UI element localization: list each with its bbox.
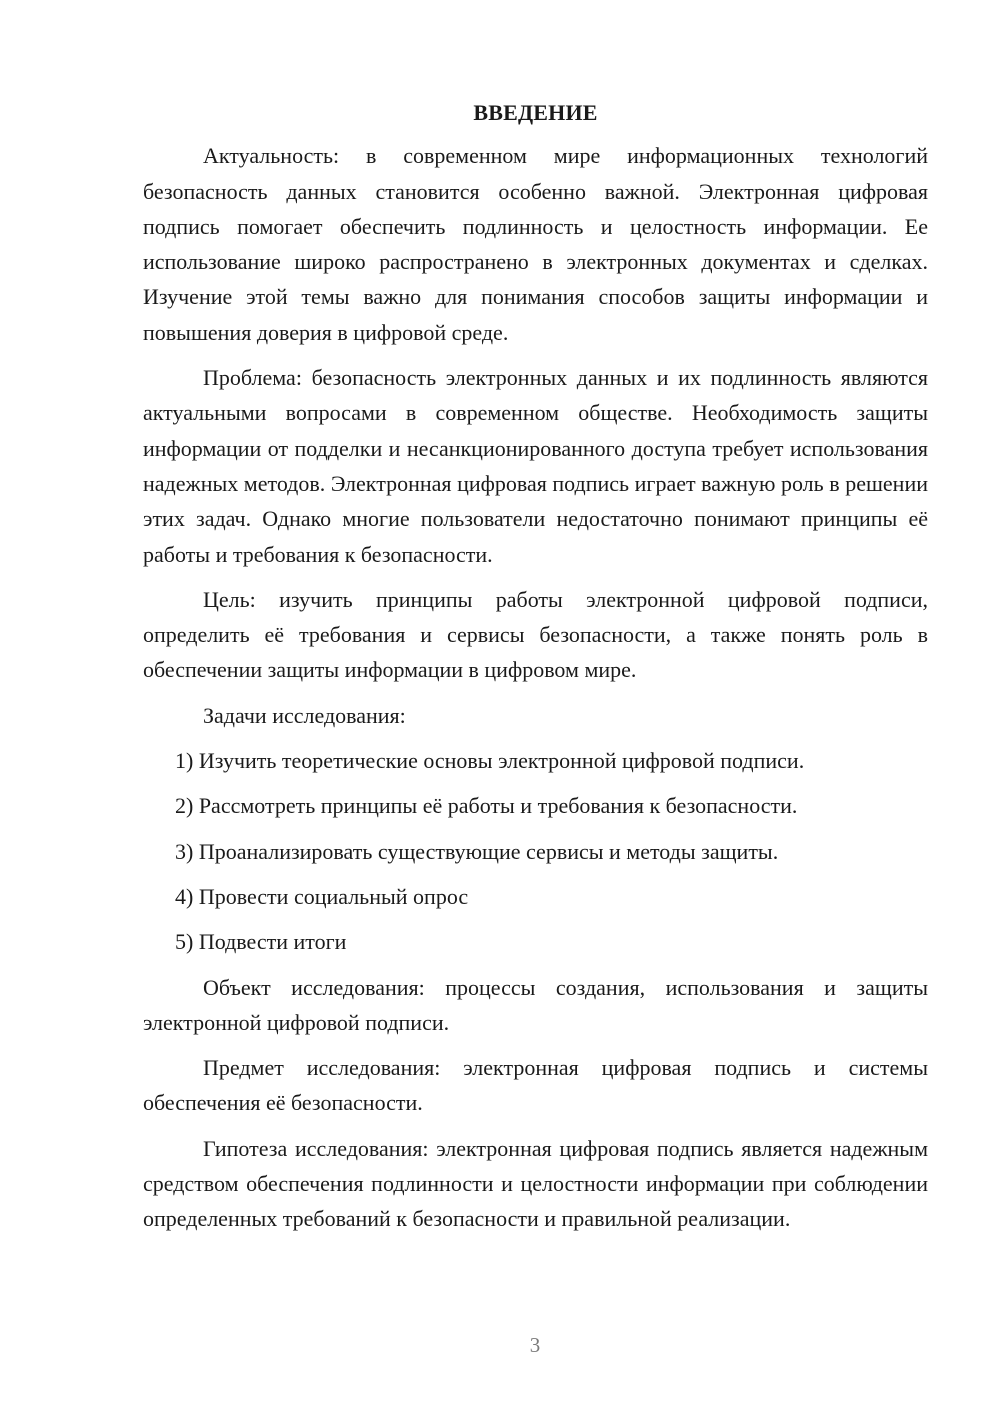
page-title: ВВЕДЕНИЕ <box>473 100 598 125</box>
task-item: 3) Проанализировать существующие сервисы и методы защиты. <box>175 838 779 864</box>
task-item: 5) Подвести итоги <box>175 929 347 955</box>
object-paragraph: Объект исследования: процессы создания, использования и защиты электронной цифровой подписи. <box>143 974 928 1035</box>
problem-paragraph: Проблема: безопасность электронных данных и их подлинность являются актуальными вопросами в современном обществе. Необходимость защиты информации от подделки и несанкционированного доступа требует использования надежных методов. Электронная цифровая подпись играет важную роль в решении этих задач. Однако многие пользователи недостаточно понимают принципы её работы и требования к безопасности. <box>143 365 928 567</box>
page-number: 3 <box>529 1333 541 1357</box>
document-page <box>143 95 928 1247</box>
subject-paragraph: Предмет исследования: электронная цифровая подпись и системы обеспечения её безопасности. <box>143 1055 928 1116</box>
tasks-heading: Задачи исследования: <box>203 702 406 728</box>
task-item: 1) Изучить теоретические основы электронной цифровой подписи. <box>175 748 805 774</box>
relevance-paragraph: Актуальность: в современном мире информационных технологий безопасность данных становится особенно важной. Электронная цифровая подпись помогает обеспечить подлинность и целостность информации. Ее использование широко распространено в электронных документах и сделках. Изучение этой темы важно для понимания способов защиты информации и повышения доверия в цифровой среде. <box>143 143 928 345</box>
task-item: 2) Рассмотреть принципы её работы и требования к безопасности. <box>175 793 798 819</box>
goal-paragraph: Цель: изучить принципы работы электронной цифровой подписи, определить её требования и сервисы безопасности, а также понять роль в обеспечении защиты информации в цифровом мире. <box>143 586 928 683</box>
hypothesis-paragraph: Гипотеза исследования: электронная цифровая подпись является надежным средством обеспечения подлинности и целостности информации при соблюдении определенных требований к безопасности и правильной реализации. <box>143 1135 928 1232</box>
task-list <box>143 743 928 959</box>
task-item: 4) Провести социальный опрос <box>175 883 469 909</box>
